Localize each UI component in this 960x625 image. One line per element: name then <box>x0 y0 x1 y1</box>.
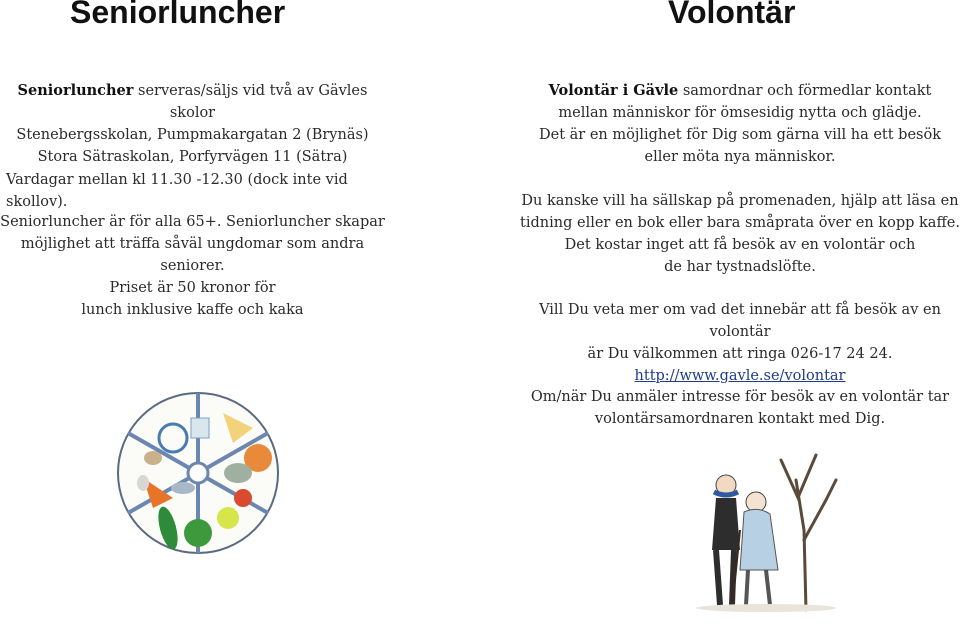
school-2: Stora Sätraskolan, Porfyrvägen 11 (Sätra) <box>37 149 348 165</box>
p2-line-4: de har tystnadslöfte. <box>664 259 816 275</box>
price-line-1: Priset är 50 kronor för <box>109 280 276 296</box>
p1-line-2: mellan människor för ömsesidig nytta och glädje. <box>558 105 922 121</box>
p4-line-1: Om/när Du anmäler intresse för besök av en volontär tar <box>530 389 950 405</box>
intro-paragraph <box>0 80 385 168</box>
food-plate-illustration <box>113 388 283 558</box>
p1-line-4: eller möta nya människor. <box>644 149 836 165</box>
p3-line-1: Vill Du veta mer om vad det innebär att få besök av en volontär <box>539 302 941 340</box>
school-1: Stenebergsskolan, Pumpmakargatan 2 (Brynäs) <box>16 127 369 143</box>
volontar-gavle-bold: Volontär i Gävle <box>548 82 679 99</box>
intro-rest: serveras/säljs vid två av Gävles skolor <box>133 83 368 121</box>
p1-rest: samordnar och förmedlar kontakt <box>678 83 932 99</box>
p1-line-3: Det är en möjlighet för Dig som gärna vill ha ett besök <box>539 127 941 143</box>
p3-line-2: är Du välkommen att ringa 026-17 24 24. <box>587 346 893 362</box>
seniorluncher-title: Seniorluncher <box>70 0 286 30</box>
p2-line-1: Du kanske vill ha sällskap på promenaden, hjälp att läsa en <box>521 193 959 209</box>
info-line-1: Seniorluncher är för alla 65+. Seniorluncher skapar <box>0 214 385 230</box>
p2-line-3: Det kostar inget att få besök av en volontär och <box>564 237 916 253</box>
volontar-paragraph-4 <box>520 386 960 430</box>
volunteer-walking-illustration <box>686 440 846 615</box>
volontar-title: Volontär <box>668 0 796 30</box>
p1-line-1 <box>520 80 960 102</box>
price-line-2: lunch inklusive kaffe och kaka <box>81 302 304 318</box>
info-paragraph <box>0 211 385 321</box>
intro-bold: Seniorluncher <box>17 82 134 99</box>
p2-line-2: tidning eller en bok eller bara småprata över en kopp kaffe. <box>520 215 960 231</box>
volontar-paragraph-3 <box>520 299 960 387</box>
info-line-2: möjlighet att träffa såväl ungdomar som andra seniorer. <box>20 236 365 274</box>
volontar-paragraph-1 <box>520 80 960 168</box>
p4-line-2: volontärsamordnaren kontakt med Dig. <box>594 411 886 427</box>
volontar-paragraph-2 <box>520 190 960 278</box>
hours-text: Vardagar mellan kl 11.30 -12.30 (dock inte vid skollov). <box>6 172 348 210</box>
volontar-link[interactable]: http://www.gavle.se/volontar <box>634 368 846 384</box>
intro-line <box>0 80 385 124</box>
